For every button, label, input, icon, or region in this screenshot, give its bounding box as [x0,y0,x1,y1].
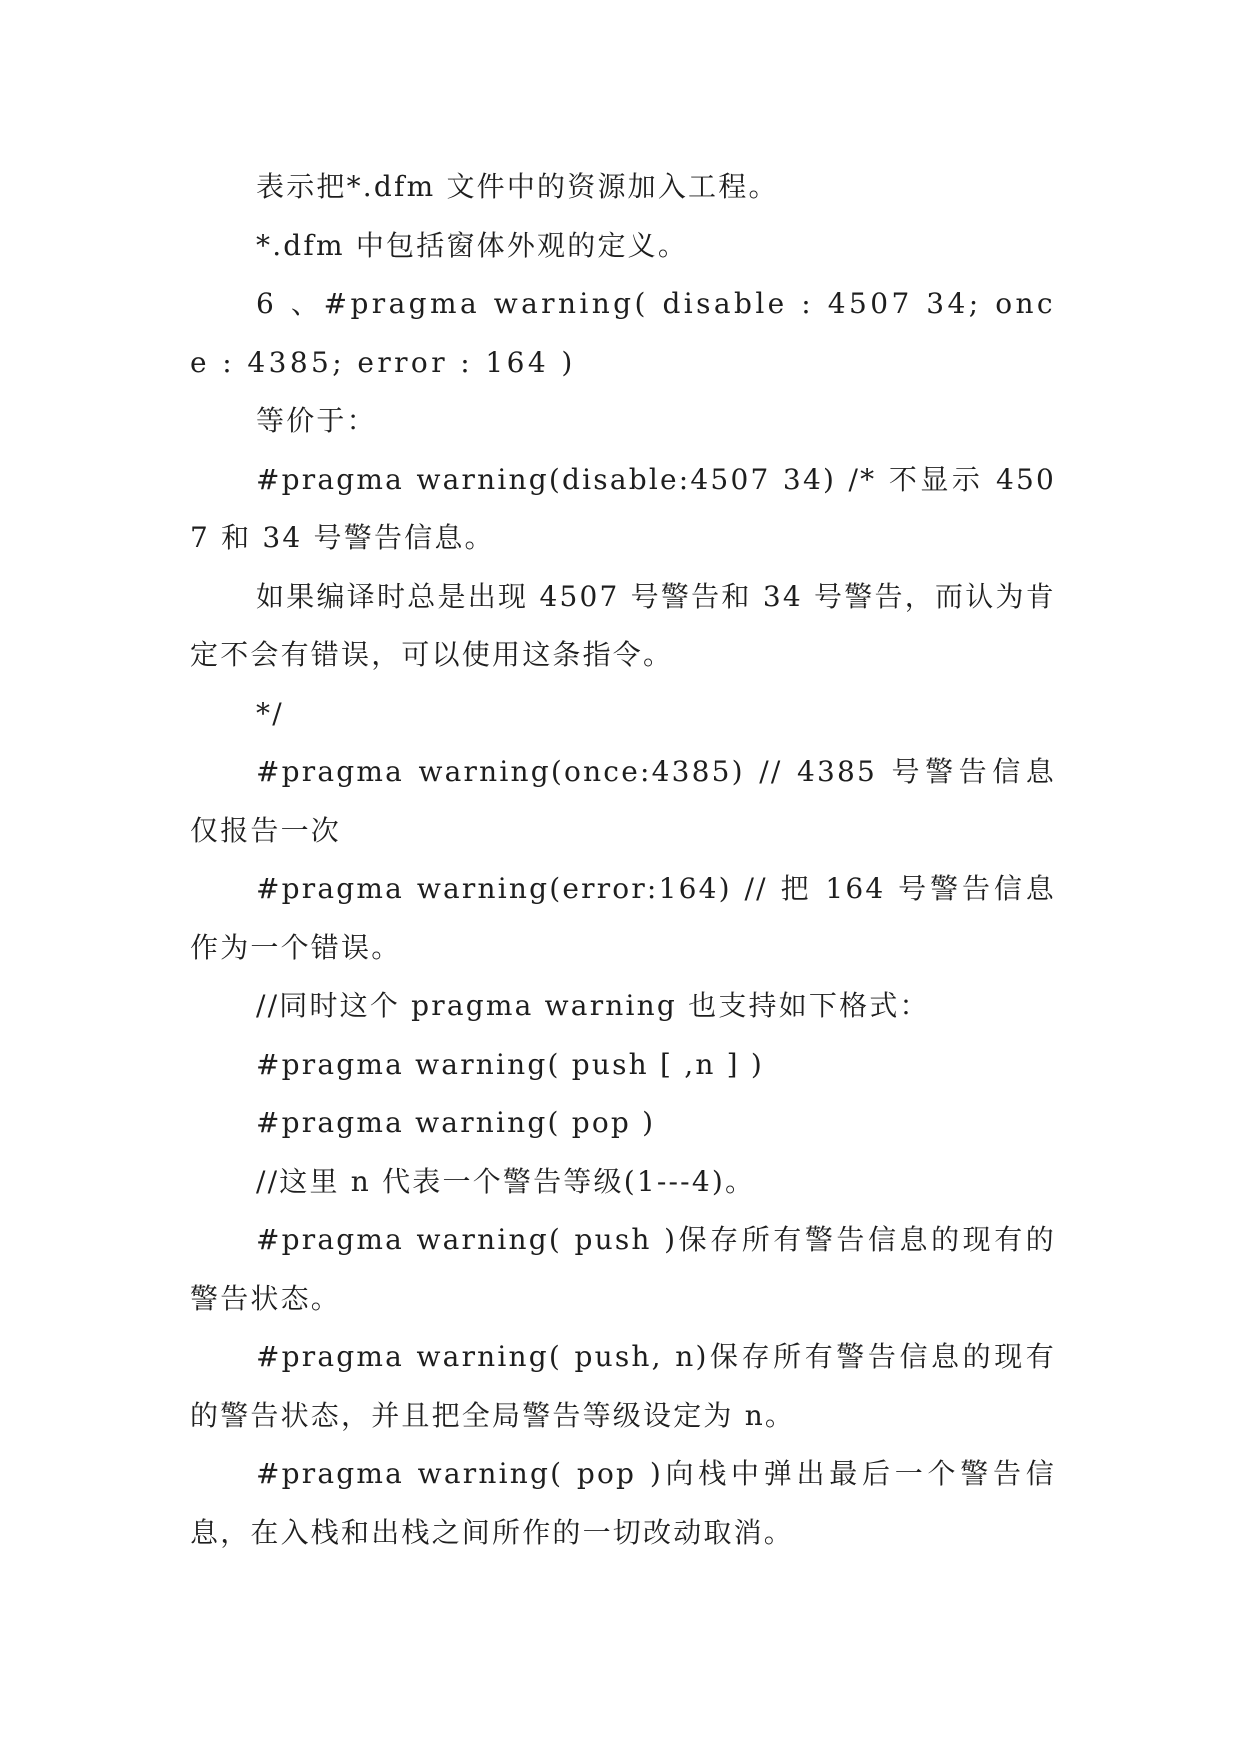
paragraph-push-format: #pragma warning( push [ ,n ] ) [256,1047,765,1081]
paragraph-disable-explanation: 如果编译时总是出现 4507 号警告和 34 号警告，而认为肯定不会有错误，可以使用这条指令。 [190,579,1056,671]
paragraph-error-warning: #pragma warning(error:164) // 把 164 号警告信息作为一个错误。 [190,872,1056,964]
document-page [190,158,1056,1562]
paragraph-once-warning: #pragma warning(once:4385) // 4385 号警告信息仅报告一次 [190,755,1056,847]
paragraph-push-description: #pragma warning( push )保存所有警告信息的现有的警告状态。 [190,1223,1056,1315]
paragraph-dfm-definition: *.dfm 中包括窗体外观的定义。 [256,228,689,262]
paragraph-pop-format: #pragma warning( pop ) [256,1106,656,1139]
paragraph-dfm-resource: 表示把*.dfm 文件中的资源加入工程。 [256,170,779,203]
paragraph-push-n-description: #pragma warning( push, n)保存所有警告信息的现有的警告状态，并且把全局警告等级设定为 n。 [190,1340,1056,1432]
paragraph-pragma-warning-example: 6 、#pragma warning( disable : 4507 34; once : 4385; error : 164 ) [190,287,1056,379]
paragraph-format-intro: //同时这个 pragma warning 也支持如下格式： [256,989,930,1022]
paragraph-disable-warning: #pragma warning(disable:4507 34) /* 不显示 4507 和 34 号警告信息。 [190,462,1056,554]
paragraph-equivalent-to: 等价于： [256,404,377,437]
paragraph-level-note: //这里 n 代表一个警告等级(1---4)。 [256,1164,756,1198]
paragraph-comment-close: */ [256,696,284,730]
paragraph-pop-description: #pragma warning( pop )向栈中弹出最后一个警告信息，在入栈和出栈之间所作的一切改动取消。 [190,1457,1056,1549]
